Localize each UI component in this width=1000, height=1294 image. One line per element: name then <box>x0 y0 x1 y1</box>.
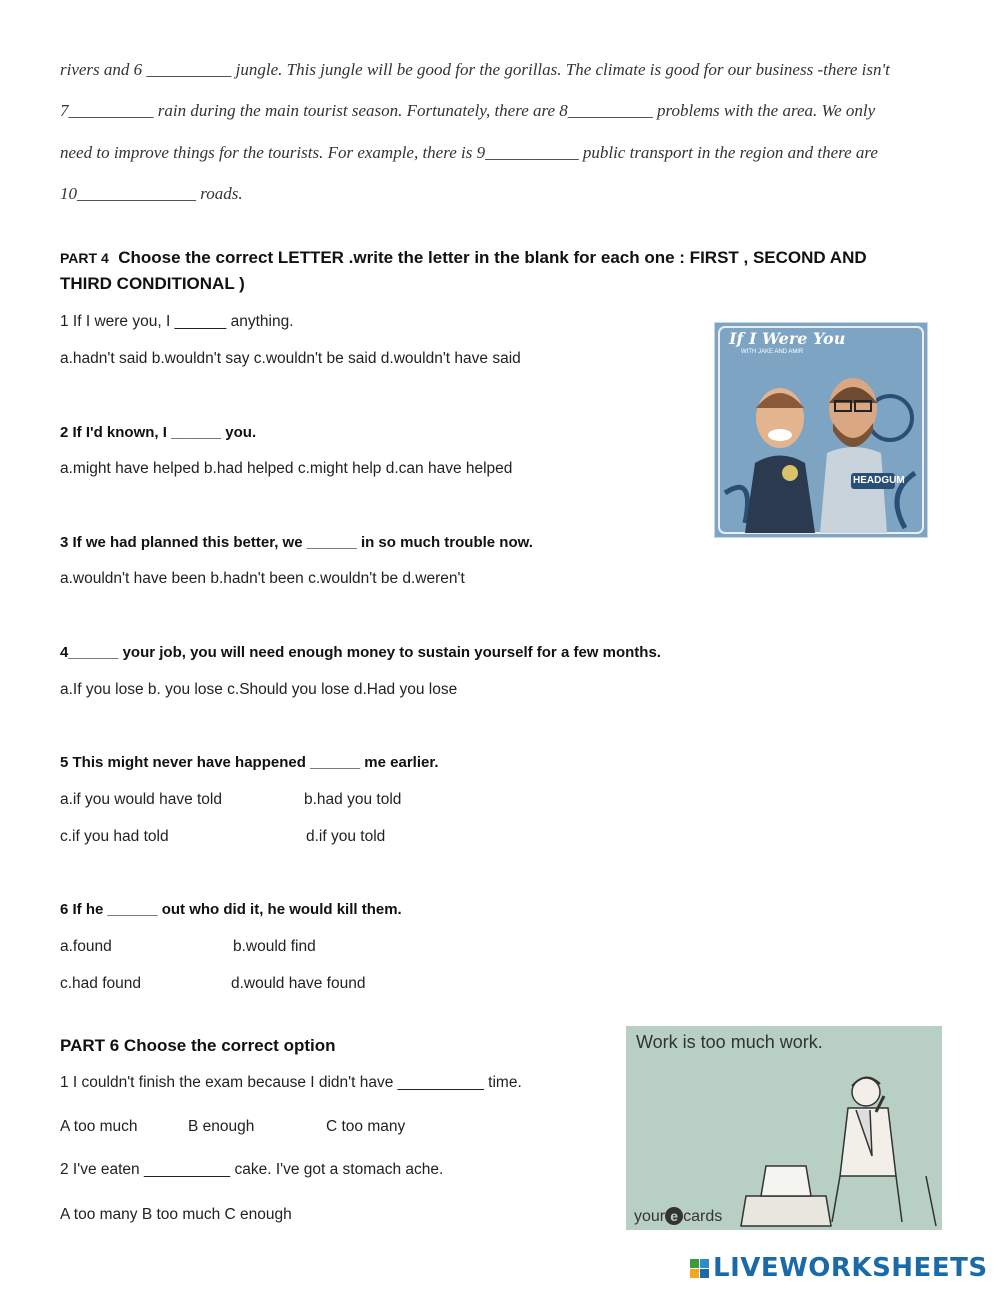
passage-line-3: need to improve things for the tourists. For example, there is 9___________ public transport in the region and there are <box>60 143 878 162</box>
question-3: 3 If we had planned this better, we ______ in so much trouble now. <box>60 534 533 551</box>
question-6-option-d: d.would have found <box>231 975 366 992</box>
ecard-brand-post: cards <box>683 1208 723 1225</box>
part6-question-1: 1 I couldn't finish the exam because I didn't have __________ time. <box>60 1074 522 1091</box>
ecard-brand-e: e <box>665 1207 683 1225</box>
podcast-art <box>715 323 927 537</box>
liveworksheets-logo <box>690 1252 988 1284</box>
question-6: 6 If he ______ out who did it, he would kill them. <box>60 901 402 918</box>
passage-line-4: 10______________ roads. <box>60 184 243 203</box>
part4-heading-line2: THIRD CONDITIONAL ) <box>60 274 245 293</box>
question-6-option-a: a.found <box>60 938 112 955</box>
part4-label: PART 4 <box>60 250 109 266</box>
part6-question-2: 2 I've eaten __________ cake. I've got a stomach ache. <box>60 1161 444 1178</box>
question-4: 4______ your job, you will need enough money to sustain yourself for a few months. <box>60 644 661 661</box>
part6-question-1-option-b: B enough <box>188 1118 255 1135</box>
part4-heading-text: Choose the correct LETTER .write the letter in the blank for each one : FIRST , SECOND AND <box>118 248 867 267</box>
podcast-cover-image <box>714 322 928 538</box>
logo-mark-icon <box>690 1259 709 1278</box>
ecard-brand <box>634 1207 722 1226</box>
part6-question-1-option-a: A too much <box>60 1118 138 1135</box>
part6-question-2-options: A too many B too much C enough <box>60 1206 292 1223</box>
ecard-caption: Work is too much work. <box>636 1032 823 1052</box>
question-1-options: a.hadn't said b.wouldn't say c.wouldn't be said d.wouldn't have said <box>60 350 521 367</box>
question-2-options: a.might have helped b.had helped c.might help d.can have helped <box>60 460 513 477</box>
question-5-option-a: a.if you would have told <box>60 791 222 808</box>
question-1: 1 If I were you, I ______ anything. <box>60 313 294 330</box>
ecard-image <box>626 1026 942 1230</box>
part6-question-1-option-c: C too many <box>326 1118 406 1135</box>
question-6-option-c: c.had found <box>60 975 142 992</box>
podcast-subtitle: WITH JAKE AND AMIR <box>741 349 804 355</box>
podcast-brand: HEADGUM <box>853 475 905 486</box>
question-5: 5 This might never have happened ______ me earlier. <box>60 754 439 771</box>
question-5-option-b: b.had you told <box>304 791 402 808</box>
ecard-brand-pre: your <box>634 1208 666 1225</box>
logo-text: LIVEWORKSHEETS <box>713 1253 988 1283</box>
question-2: 2 If I'd known, I ______ you. <box>60 424 257 441</box>
ecard-drawing <box>626 1026 942 1230</box>
question-5-option-d: d.if you told <box>306 828 386 845</box>
part4-heading <box>60 248 867 268</box>
part6-heading: PART 6 Choose the correct option <box>60 1036 336 1055</box>
question-6-option-b: b.would find <box>233 938 316 955</box>
passage-line-1: rivers and 6 __________ jungle. This jungle will be good for the gorillas. The climate is good for our business -there isn't <box>60 60 890 79</box>
question-5-option-c: c.if you had told <box>60 828 169 845</box>
podcast-title: If I Were You <box>729 329 846 348</box>
question-4-options: a.If you lose b. you lose c.Should you lose d.Had you lose <box>60 681 458 698</box>
passage-line-2: 7__________ rain during the main tourist season. Fortunately, there are 8__________ problems with the area. We only <box>60 101 876 120</box>
question-3-options: a.wouldn't have been b.hadn't been c.wouldn't be d.weren't <box>60 570 465 587</box>
